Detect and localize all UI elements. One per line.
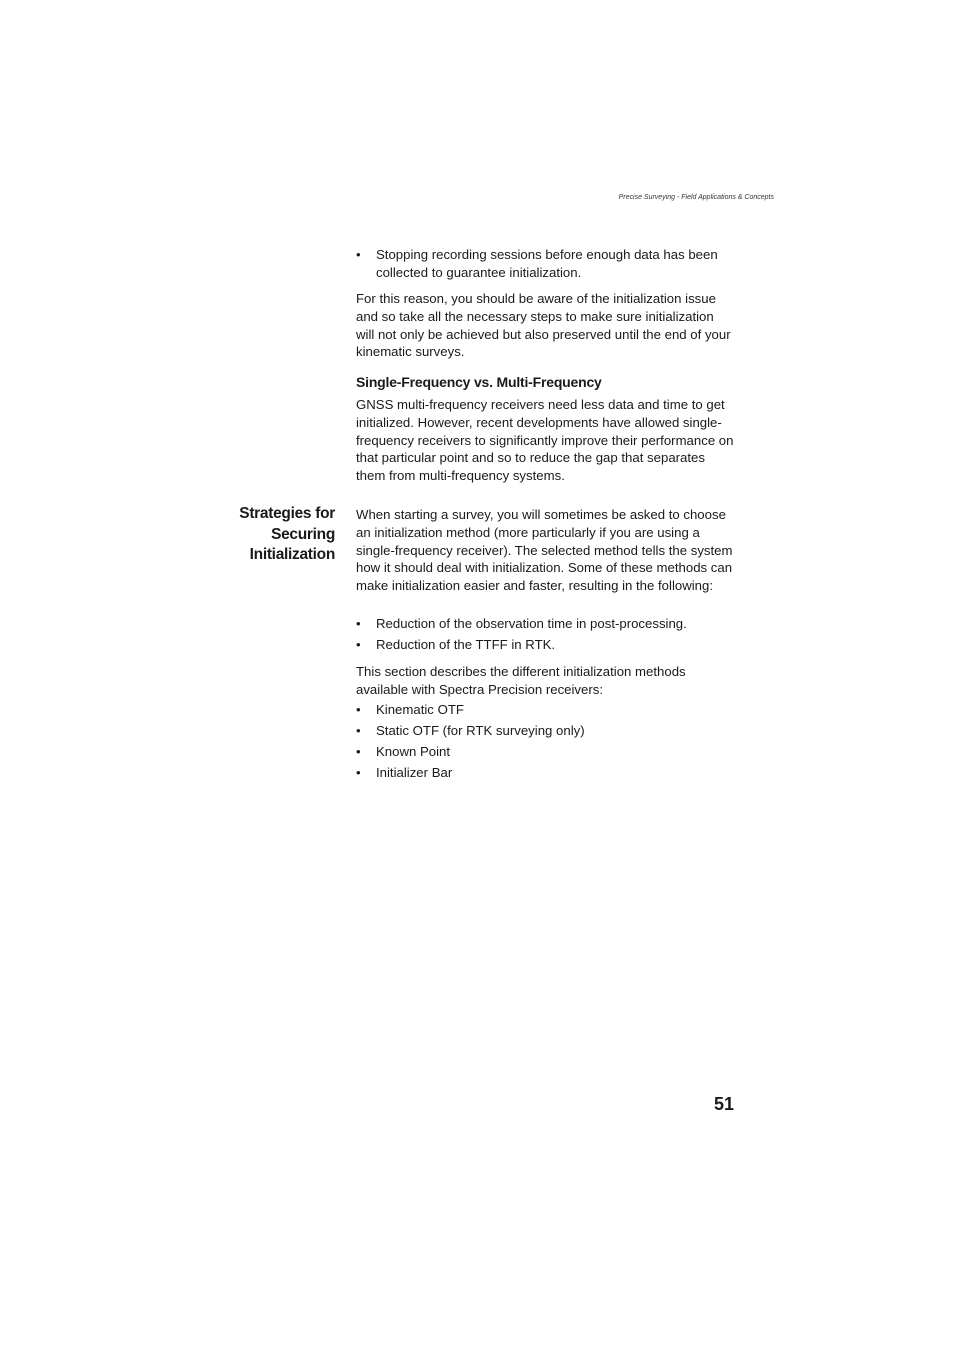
section-heading-frequency: Single-Frequency vs. Multi-Frequency [356,374,602,390]
bullet-icon: • [356,764,361,780]
list-item-text: Reduction of the TTFF in RTK. [376,636,556,652]
bullet-icon: • [356,722,361,738]
list-item-text: Stopping recording sessions before enough data has been collected to guarantee initialization. [376,247,718,280]
list-item [356,636,734,654]
strategies-paragraph-block [356,506,734,595]
side-heading-strategies [200,504,335,566]
list-item-text: Kinematic OTF [376,702,464,717]
list-item-text: Initializer Bar [376,764,453,780]
side-heading-line: Initialization [249,546,335,563]
list-item-text: Static OTF (for RTK surveying only) [376,722,585,738]
methods-bullet-list [356,701,734,782]
list-item-text: Known Point [376,743,451,759]
bullet-icon: • [356,743,361,759]
list-item [356,246,734,282]
side-heading-line: Strategies for [239,505,335,522]
bullet-icon: • [356,616,361,631]
frequency-paragraph-block [356,396,734,485]
list-item [356,764,734,782]
bullet-icon: • [356,636,361,652]
results-bullet-list [356,615,734,654]
bullet-icon: • [356,247,361,262]
frequency-paragraph: GNSS multi-frequency receivers need less data and time to get initialized. However, recent developments have allowed single-frequency receivers to significantly improve their performance on that particular point and so to reduce the gap that separates them from multi-frequency systems. [356,397,734,484]
strategies-paragraph: When starting a survey, you will sometimes be asked to choose an initialization method (more particularly if you are using a single-frequency receiver). The selected method tells the system how it should deal with initialization. Some of these methods can make initialization easier and faster, resulting in the following: [356,507,733,594]
intro-paragraph-block [356,290,734,361]
list-item [356,615,734,633]
page-number: 51 [714,1094,735,1114]
methods-intro-paragraph: This section describes the different initialization methods available with Spectra Precision receivers: [356,664,686,697]
list-item [356,743,734,761]
list-item [356,701,734,719]
intro-paragraph: For this reason, you should be aware of the initialization issue and so take all the necessary steps to make sure initialization will not only be achieved but also preserved until the end of your kinematic surveys. [356,291,731,360]
running-header: Precise Surveying - Field Applications & Concepts [618,194,774,201]
intro-bullet-list [356,246,734,282]
side-heading-line: Securing [271,525,335,543]
methods-intro-block [356,663,734,699]
bullet-icon: • [356,702,361,717]
list-item [356,722,734,740]
list-item-text: Reduction of the observation time in post-processing. [376,616,687,631]
